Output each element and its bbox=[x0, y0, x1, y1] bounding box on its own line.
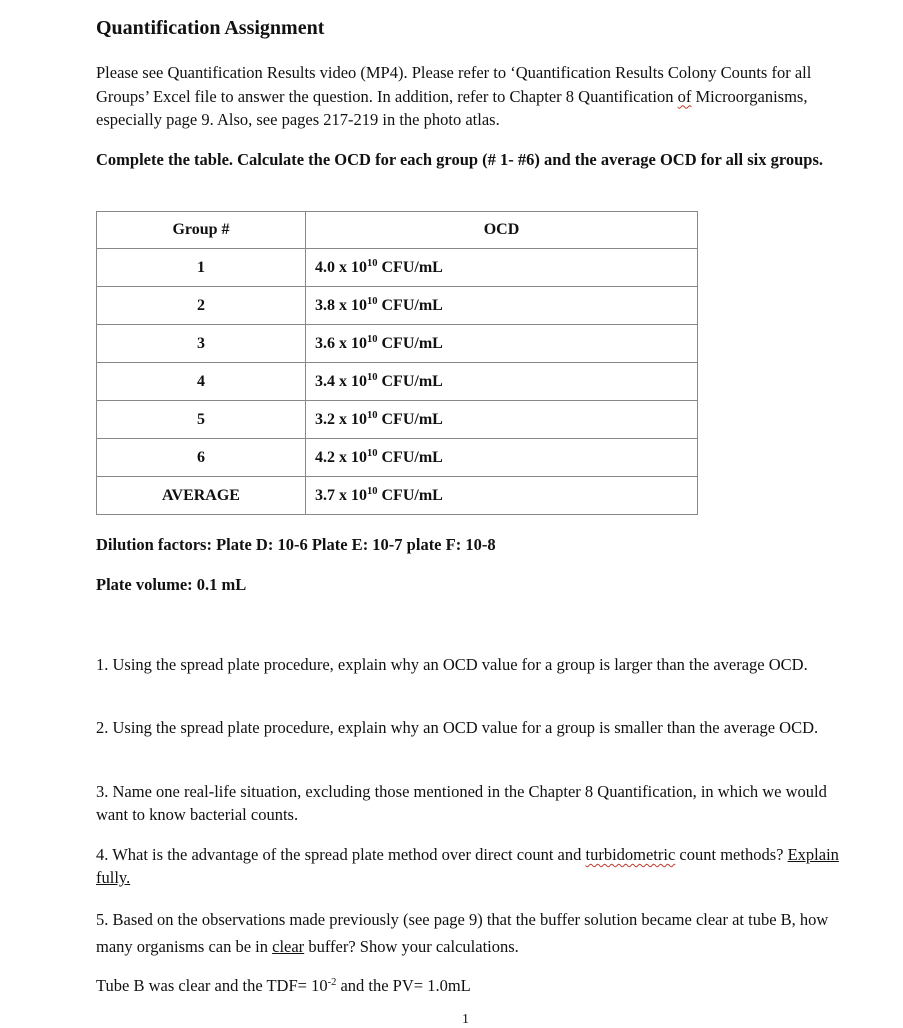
group-cell: 3 bbox=[97, 325, 306, 363]
ocd-unit: CFU/mL bbox=[377, 486, 443, 504]
group-cell: 1 bbox=[97, 249, 306, 287]
group-cell: 6 bbox=[97, 439, 306, 477]
table-row bbox=[97, 287, 698, 325]
header-ocd: OCD bbox=[306, 212, 698, 249]
question-1: 1. Using the spread plate procedure, explain why an OCD value for a group is larger than the average OCD. bbox=[96, 655, 808, 674]
question-5-text: 5. Based on the observations made previously (see page 9) that the buffer solution became clear at tube B, how many organisms can be in bbox=[96, 910, 829, 956]
table-row bbox=[97, 439, 698, 477]
ocd-unit: CFU/mL bbox=[377, 296, 443, 314]
question-4-text: 4. What is the advantage of the spread plate method over direct count and bbox=[96, 845, 586, 864]
table-row bbox=[97, 363, 698, 401]
ocd-mantissa: 3.7 x 10 bbox=[315, 486, 367, 504]
ocd-exponent: 10 bbox=[367, 447, 378, 459]
tube-b-text-2: and the PV= 1.0mL bbox=[336, 976, 471, 995]
question-5 bbox=[96, 906, 841, 960]
ocd-cell bbox=[306, 401, 698, 439]
page-title: Quantification Assignment bbox=[96, 17, 325, 39]
table-row bbox=[97, 325, 698, 363]
plate-volume: Plate volume: 0.1 mL bbox=[96, 575, 247, 594]
underlined-text: Explain fully. bbox=[96, 845, 839, 887]
table-row bbox=[97, 401, 698, 439]
ocd-exponent: 10 bbox=[367, 333, 378, 345]
underlined-text: clear bbox=[272, 937, 305, 956]
ocd-exponent: 10 bbox=[367, 485, 378, 497]
ocd-exponent: 10 bbox=[367, 409, 378, 421]
ocd-cell bbox=[306, 363, 698, 401]
ocd-unit: CFU/mL bbox=[377, 258, 443, 276]
ocd-exponent: 10 bbox=[367, 295, 378, 307]
table-instruction: Complete the table. Calculate the OCD for each group (# 1- #6) and the average OCD for all six groups. bbox=[96, 150, 824, 169]
ocd-mantissa: 3.4 x 10 bbox=[315, 372, 367, 390]
ocd-mantissa: 3.2 x 10 bbox=[315, 410, 367, 428]
ocd-table bbox=[96, 211, 698, 515]
ocd-unit: CFU/mL bbox=[377, 410, 443, 428]
question-2: 2. Using the spread plate procedure, explain why an OCD value for a group is smaller than the average OCD. bbox=[96, 718, 819, 737]
ocd-mantissa: 4.0 x 10 bbox=[315, 258, 367, 276]
ocd-unit: CFU/mL bbox=[377, 334, 443, 352]
intro-text-1: Please see Quantification Results video (MP4). Please refer to ‘Quantification Results Colony Counts for all Groups’ Excel file to answer the question. In addition, refer to Chapter 8 Quantification bbox=[96, 63, 812, 106]
question-4 bbox=[96, 843, 841, 889]
group-cell: 2 bbox=[97, 287, 306, 325]
group-cell: AVERAGE bbox=[97, 477, 306, 515]
spellcheck-word: of bbox=[677, 86, 692, 106]
ocd-unit: CFU/mL bbox=[377, 448, 443, 466]
tube-b-text: Tube B was clear and the TDF= 10 bbox=[96, 976, 328, 995]
ocd-exponent: 10 bbox=[367, 371, 378, 383]
ocd-cell bbox=[306, 325, 698, 363]
question-3: 3. Name one real-life situation, excluding those mentioned in the Chapter 8 Quantification, in which we would want to know bacterial counts. bbox=[96, 782, 827, 824]
ocd-mantissa: 4.2 x 10 bbox=[315, 448, 367, 466]
question-5-text-2: buffer? Show your calculations. bbox=[304, 937, 519, 956]
tube-b-exponent: -2 bbox=[327, 977, 337, 988]
ocd-cell bbox=[306, 477, 698, 515]
group-cell: 4 bbox=[97, 363, 306, 401]
group-cell: 5 bbox=[97, 401, 306, 439]
header-group: Group # bbox=[97, 212, 306, 249]
ocd-mantissa: 3.8 x 10 bbox=[315, 296, 367, 314]
table-row-average bbox=[97, 477, 698, 515]
table-row bbox=[97, 249, 698, 287]
intro-text-2: Microorganisms, especially page 9. Also, see pages 217-219 in the photo atlas. bbox=[96, 86, 808, 129]
tube-b-note bbox=[96, 976, 471, 996]
question-4-text-2: count methods? bbox=[675, 845, 788, 864]
ocd-mantissa: 3.6 x 10 bbox=[315, 334, 367, 352]
dilution-factors: Dilution factors: Plate D: 10-6 Plate E: 10-7 plate F: 10-8 bbox=[96, 535, 496, 554]
page-number: 1 bbox=[462, 1012, 469, 1027]
ocd-cell bbox=[306, 287, 698, 325]
spellcheck-word: turbidometric bbox=[585, 845, 676, 864]
table-header-row bbox=[97, 212, 698, 249]
ocd-cell bbox=[306, 439, 698, 477]
ocd-cell bbox=[306, 249, 698, 287]
ocd-exponent: 10 bbox=[367, 257, 378, 269]
ocd-unit: CFU/mL bbox=[377, 372, 443, 390]
intro-paragraph bbox=[96, 61, 856, 132]
